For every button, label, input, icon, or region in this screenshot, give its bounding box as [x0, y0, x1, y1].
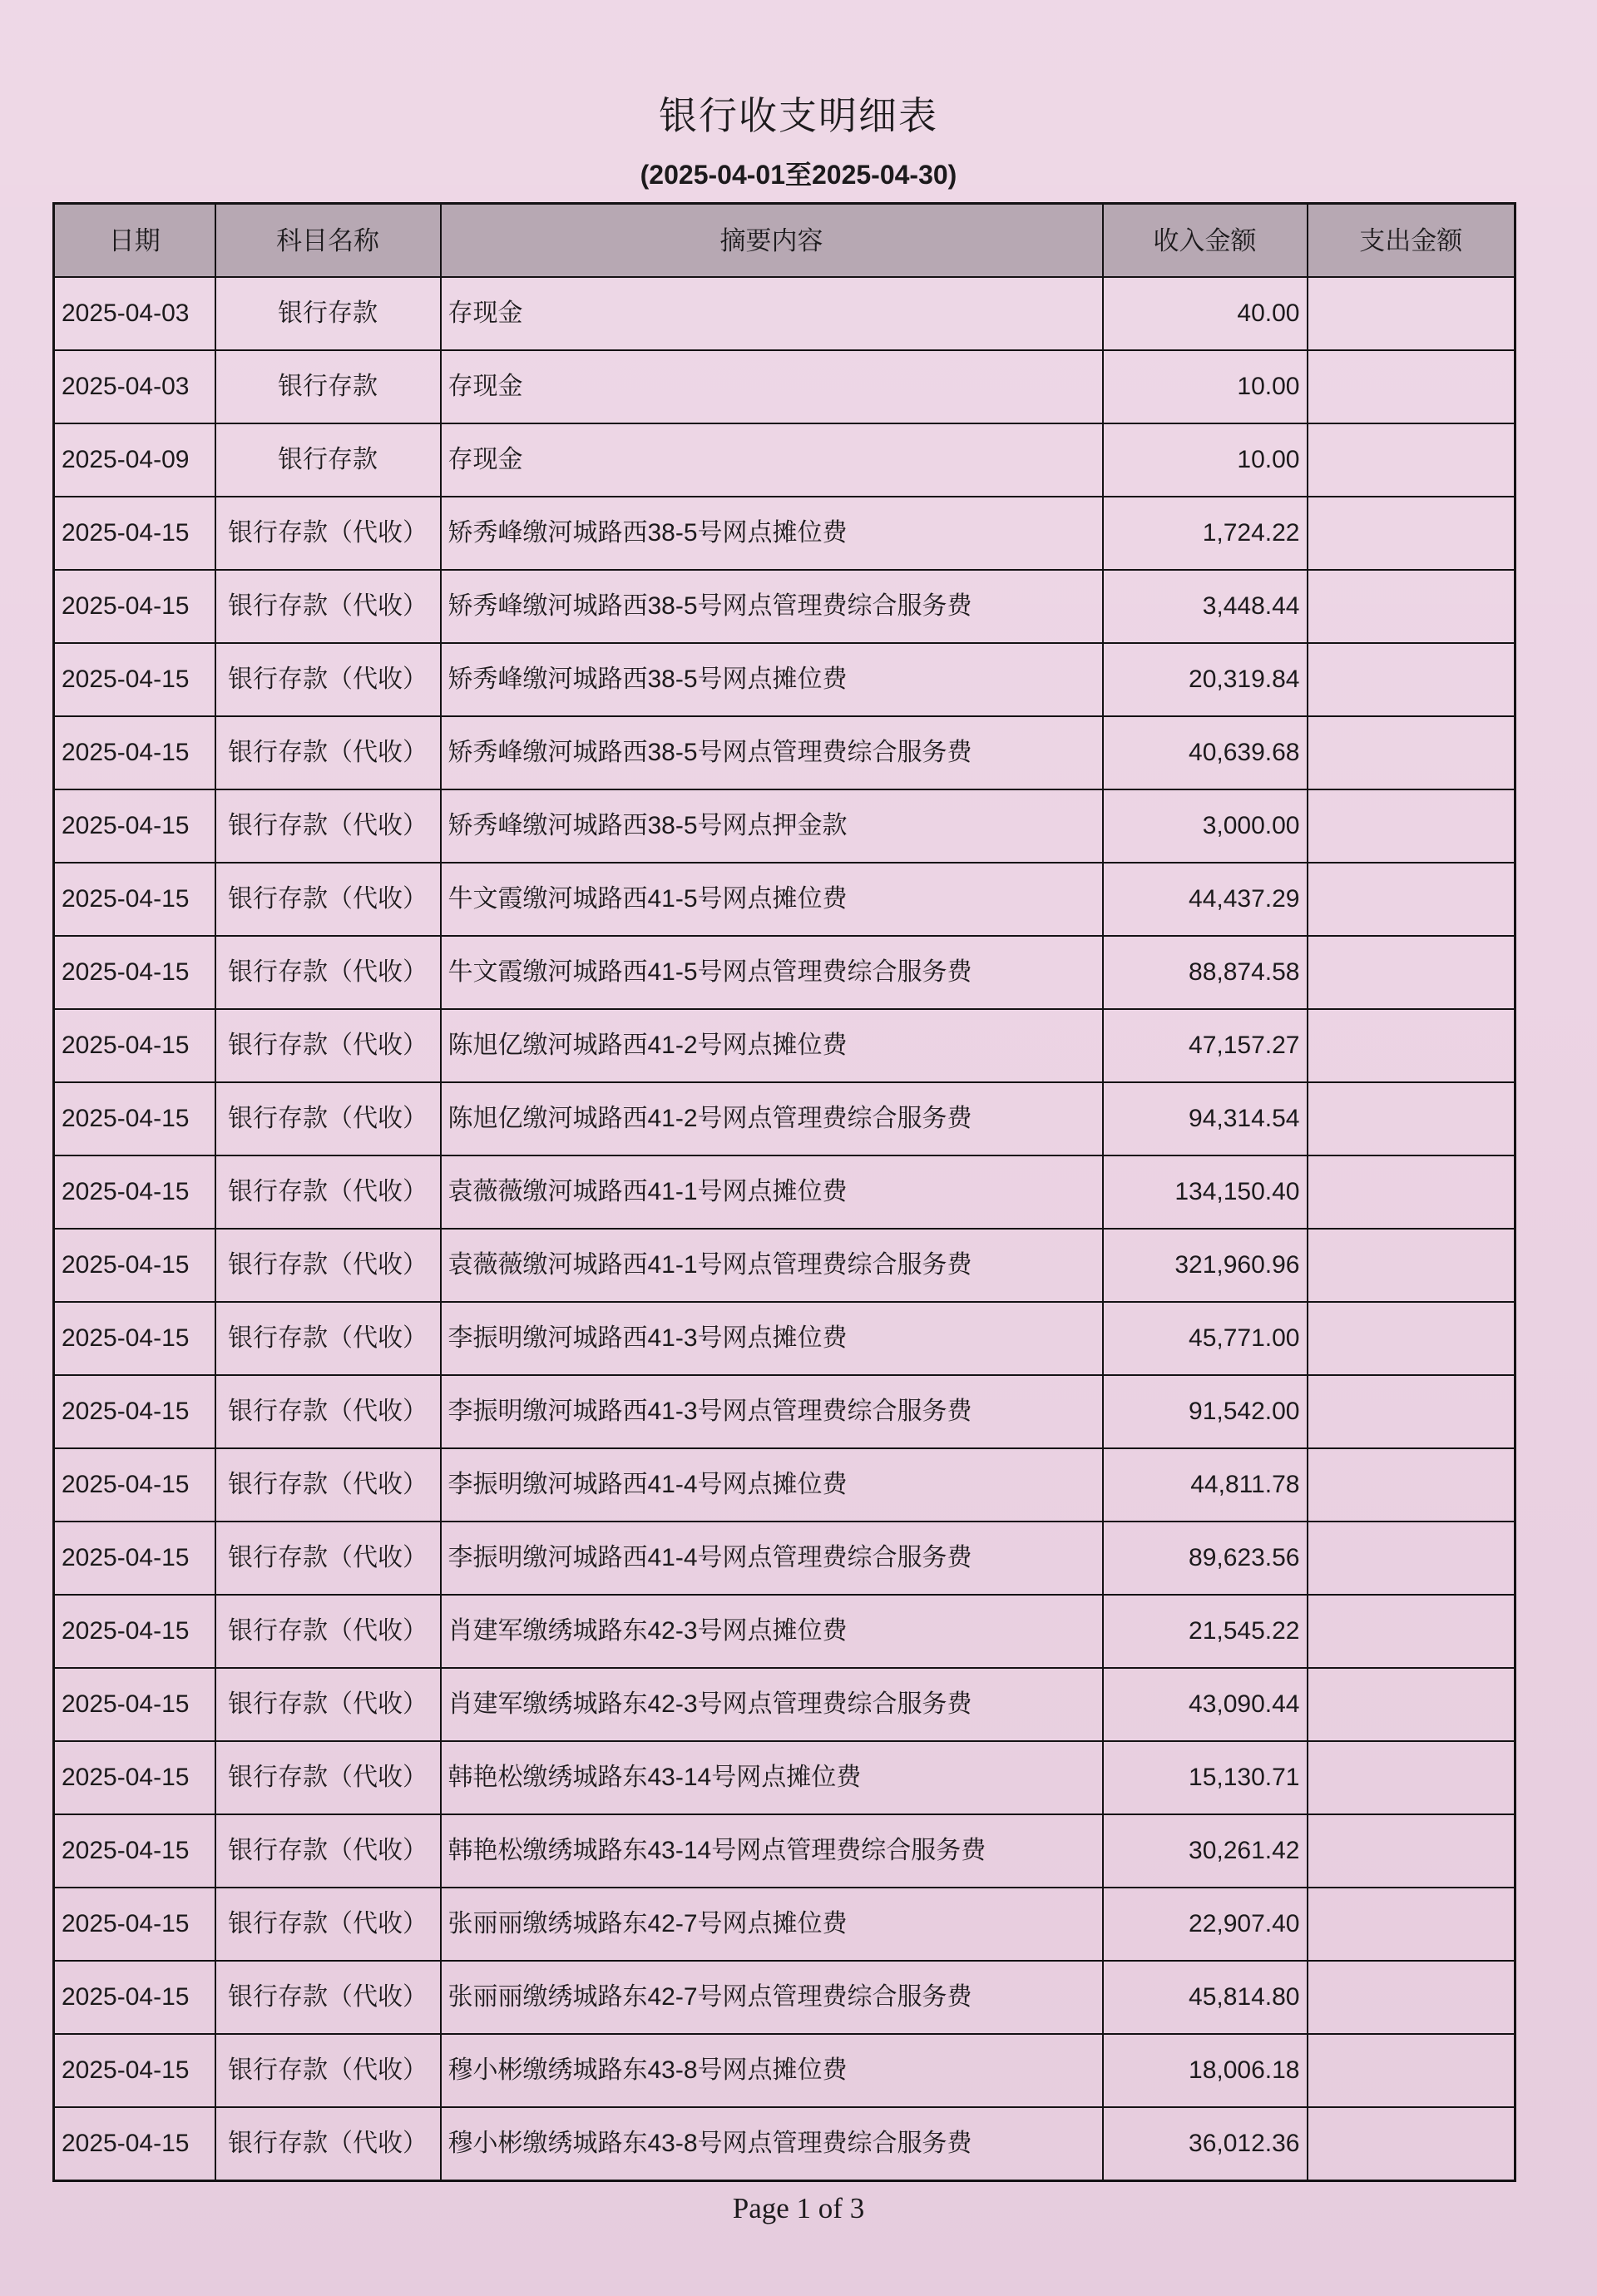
- date-cell: 2025-04-15: [54, 643, 215, 716]
- date-cell: 2025-04-15: [54, 1961, 215, 2034]
- table-row: [54, 1375, 1515, 1448]
- document-title: 银行收支明细表: [659, 94, 938, 137]
- account-cell: 银行存款（代收）: [215, 1741, 441, 1814]
- summary-cell: 牛文霞缴河城路西41-5号网点管理费综合服务费: [441, 936, 1103, 1009]
- table-row: [54, 1155, 1515, 1229]
- income-cell: 40.00: [1103, 277, 1308, 350]
- table-row: [54, 497, 1515, 570]
- account-cell: 银行存款（代收）: [215, 936, 441, 1009]
- summary-cell: 存现金: [441, 350, 1103, 423]
- summary-cell: 矫秀峰缴河城路西38-5号网点摊位费: [441, 497, 1103, 570]
- summary-cell: 矫秀峰缴河城路西38-5号网点管理费综合服务费: [441, 570, 1103, 643]
- income-cell: 21,545.22: [1103, 1595, 1308, 1668]
- income-cell: 10.00: [1103, 350, 1308, 423]
- table-row: [54, 423, 1515, 497]
- account-cell: 银行存款（代收）: [215, 1961, 441, 2034]
- income-cell: 91,542.00: [1103, 1375, 1308, 1448]
- income-cell: 30,261.42: [1103, 1814, 1308, 1888]
- account-cell: 银行存款（代收）: [215, 2107, 441, 2181]
- account-cell: 银行存款（代收）: [215, 1155, 441, 1229]
- account-cell: 银行存款（代收）: [215, 643, 441, 716]
- account-cell: 银行存款（代收）: [215, 2034, 441, 2107]
- column-header-summary: 摘要内容: [441, 204, 1103, 278]
- column-header-date: 日期: [54, 204, 215, 278]
- expense-cell: [1308, 1888, 1515, 1961]
- summary-cell: 李振明缴河城路西41-4号网点摊位费: [441, 1448, 1103, 1522]
- date-cell: 2025-04-15: [54, 2107, 215, 2181]
- table-row: [54, 1302, 1515, 1375]
- table-row: [54, 350, 1515, 423]
- income-cell: 89,623.56: [1103, 1522, 1308, 1595]
- account-cell: 银行存款（代收）: [215, 1595, 441, 1668]
- income-cell: 18,006.18: [1103, 2034, 1308, 2107]
- date-cell: 2025-04-15: [54, 1009, 215, 1082]
- account-cell: 银行存款（代收）: [215, 1302, 441, 1375]
- expense-cell: [1308, 497, 1515, 570]
- account-cell: 银行存款（代收）: [215, 863, 441, 936]
- summary-cell: 穆小彬缴绣城路东43-8号网点管理费综合服务费: [441, 2107, 1103, 2181]
- date-cell: 2025-04-03: [54, 277, 215, 350]
- account-cell: 银行存款（代收）: [215, 1522, 441, 1595]
- table-row: [54, 1814, 1515, 1888]
- income-cell: 3,000.00: [1103, 789, 1308, 863]
- date-cell: 2025-04-15: [54, 1595, 215, 1668]
- income-cell: 88,874.58: [1103, 936, 1308, 1009]
- table-header: [54, 204, 1515, 278]
- table-row: [54, 277, 1515, 350]
- summary-cell: 矫秀峰缴河城路西38-5号网点押金款: [441, 789, 1103, 863]
- income-cell: 321,960.96: [1103, 1229, 1308, 1302]
- expense-cell: [1308, 277, 1515, 350]
- income-cell: 40,639.68: [1103, 716, 1308, 789]
- summary-cell: 存现金: [441, 277, 1103, 350]
- expense-cell: [1308, 1595, 1515, 1668]
- expense-cell: [1308, 1082, 1515, 1155]
- date-cell: 2025-04-15: [54, 789, 215, 863]
- income-cell: 44,811.78: [1103, 1448, 1308, 1522]
- expense-cell: [1308, 1448, 1515, 1522]
- date-cell: 2025-04-15: [54, 1082, 215, 1155]
- table-row: [54, 1668, 1515, 1741]
- summary-cell: 张丽丽缴绣城路东42-7号网点摊位费: [441, 1888, 1103, 1961]
- date-cell: 2025-04-15: [54, 2034, 215, 2107]
- date-cell: 2025-04-15: [54, 570, 215, 643]
- account-cell: 银行存款: [215, 350, 441, 423]
- expense-cell: [1308, 350, 1515, 423]
- expense-cell: [1308, 1522, 1515, 1595]
- table-row: [54, 570, 1515, 643]
- table-row: [54, 863, 1515, 936]
- table-row: [54, 2034, 1515, 2107]
- expense-cell: [1308, 1155, 1515, 1229]
- income-cell: 44,437.29: [1103, 863, 1308, 936]
- date-cell: 2025-04-15: [54, 497, 215, 570]
- ledger-table: [52, 202, 1516, 2182]
- account-cell: 银行存款（代收）: [215, 1375, 441, 1448]
- table-row: [54, 643, 1515, 716]
- income-cell: 45,771.00: [1103, 1302, 1308, 1375]
- income-cell: 15,130.71: [1103, 1741, 1308, 1814]
- account-cell: 银行存款（代收）: [215, 1082, 441, 1155]
- income-cell: 43,090.44: [1103, 1668, 1308, 1741]
- income-cell: 1,724.22: [1103, 497, 1308, 570]
- date-cell: 2025-04-15: [54, 1888, 215, 1961]
- date-cell: 2025-04-15: [54, 1302, 215, 1375]
- expense-cell: [1308, 1961, 1515, 2034]
- date-cell: 2025-04-15: [54, 936, 215, 1009]
- date-cell: 2025-04-15: [54, 1448, 215, 1522]
- expense-cell: [1308, 1814, 1515, 1888]
- summary-cell: 韩艳松缴绣城路东43-14号网点管理费综合服务费: [441, 1814, 1103, 1888]
- header-row: [54, 204, 1515, 278]
- expense-cell: [1308, 1668, 1515, 1741]
- income-cell: 22,907.40: [1103, 1888, 1308, 1961]
- summary-cell: 牛文霞缴河城路西41-5号网点摊位费: [441, 863, 1103, 936]
- expense-cell: [1308, 423, 1515, 497]
- expense-cell: [1308, 643, 1515, 716]
- account-cell: 银行存款（代收）: [215, 570, 441, 643]
- expense-cell: [1308, 2034, 1515, 2107]
- account-cell: 银行存款（代收）: [215, 1668, 441, 1741]
- account-cell: 银行存款（代收）: [215, 1448, 441, 1522]
- expense-cell: [1308, 863, 1515, 936]
- account-cell: 银行存款（代收）: [215, 497, 441, 570]
- date-cell: 2025-04-03: [54, 350, 215, 423]
- date-cell: 2025-04-15: [54, 1668, 215, 1741]
- table-row: [54, 1082, 1515, 1155]
- column-header-expense: 支出金额: [1308, 204, 1515, 278]
- summary-cell: 袁薇薇缴河城路西41-1号网点摊位费: [441, 1155, 1103, 1229]
- account-cell: 银行存款（代收）: [215, 1229, 441, 1302]
- expense-cell: [1308, 789, 1515, 863]
- summary-cell: 李振明缴河城路西41-3号网点摊位费: [441, 1302, 1103, 1375]
- income-cell: 3,448.44: [1103, 570, 1308, 643]
- date-cell: 2025-04-15: [54, 1229, 215, 1302]
- summary-cell: 存现金: [441, 423, 1103, 497]
- summary-cell: 李振明缴河城路西41-4号网点管理费综合服务费: [441, 1522, 1103, 1595]
- date-cell: 2025-04-15: [54, 863, 215, 936]
- table-row: [54, 2107, 1515, 2181]
- income-cell: 47,157.27: [1103, 1009, 1308, 1082]
- account-cell: 银行存款（代收）: [215, 1888, 441, 1961]
- summary-cell: 韩艳松缴绣城路东43-14号网点摊位费: [441, 1741, 1103, 1814]
- income-cell: 134,150.40: [1103, 1155, 1308, 1229]
- table-body: [54, 277, 1515, 2181]
- summary-cell: 袁薇薇缴河城路西41-1号网点管理费综合服务费: [441, 1229, 1103, 1302]
- account-cell: 银行存款（代收）: [215, 716, 441, 789]
- date-cell: 2025-04-15: [54, 1522, 215, 1595]
- table-row: [54, 1448, 1515, 1522]
- summary-cell: 穆小彬缴绣城路东43-8号网点摊位费: [441, 2034, 1103, 2107]
- page-number: Page 1 of 3: [732, 2192, 865, 2224]
- column-header-account: 科目名称: [215, 204, 441, 278]
- table-row: [54, 1229, 1515, 1302]
- table-row: [54, 1522, 1515, 1595]
- account-cell: 银行存款: [215, 423, 441, 497]
- date-cell: 2025-04-09: [54, 423, 215, 497]
- income-cell: 20,319.84: [1103, 643, 1308, 716]
- expense-cell: [1308, 1229, 1515, 1302]
- expense-cell: [1308, 1009, 1515, 1082]
- expense-cell: [1308, 716, 1515, 789]
- document-period: (2025-04-01至2025-04-30): [640, 160, 957, 190]
- summary-cell: 陈旭亿缴河城路西41-2号网点管理费综合服务费: [441, 1082, 1103, 1155]
- income-cell: 10.00: [1103, 423, 1308, 497]
- summary-cell: 矫秀峰缴河城路西38-5号网点摊位费: [441, 643, 1103, 716]
- income-cell: 36,012.36: [1103, 2107, 1308, 2181]
- income-cell: 45,814.80: [1103, 1961, 1308, 2034]
- table-row: [54, 1595, 1515, 1668]
- summary-cell: 矫秀峰缴河城路西38-5号网点管理费综合服务费: [441, 716, 1103, 789]
- summary-cell: 肖建军缴绣城路东42-3号网点摊位费: [441, 1595, 1103, 1668]
- expense-cell: [1308, 570, 1515, 643]
- table-row: [54, 1961, 1515, 2034]
- account-cell: 银行存款（代收）: [215, 1009, 441, 1082]
- date-cell: 2025-04-15: [54, 1375, 215, 1448]
- date-cell: 2025-04-15: [54, 1814, 215, 1888]
- expense-cell: [1308, 2107, 1515, 2181]
- table-row: [54, 1009, 1515, 1082]
- expense-cell: [1308, 936, 1515, 1009]
- date-cell: 2025-04-15: [54, 1155, 215, 1229]
- summary-cell: 陈旭亿缴河城路西41-2号网点摊位费: [441, 1009, 1103, 1082]
- table-row: [54, 1741, 1515, 1814]
- date-cell: 2025-04-15: [54, 716, 215, 789]
- income-cell: 94,314.54: [1103, 1082, 1308, 1155]
- table-row: [54, 1888, 1515, 1961]
- account-cell: 银行存款: [215, 277, 441, 350]
- table-row: [54, 716, 1515, 789]
- column-header-income: 收入金额: [1103, 204, 1308, 278]
- expense-cell: [1308, 1375, 1515, 1448]
- summary-cell: 张丽丽缴绣城路东42-7号网点管理费综合服务费: [441, 1961, 1103, 2034]
- expense-cell: [1308, 1741, 1515, 1814]
- summary-cell: 李振明缴河城路西41-3号网点管理费综合服务费: [441, 1375, 1103, 1448]
- table-row: [54, 936, 1515, 1009]
- summary-cell: 肖建军缴绣城路东42-3号网点管理费综合服务费: [441, 1668, 1103, 1741]
- expense-cell: [1308, 1302, 1515, 1375]
- account-cell: 银行存款（代收）: [215, 1814, 441, 1888]
- date-cell: 2025-04-15: [54, 1741, 215, 1814]
- table-row: [54, 789, 1515, 863]
- account-cell: 银行存款（代收）: [215, 789, 441, 863]
